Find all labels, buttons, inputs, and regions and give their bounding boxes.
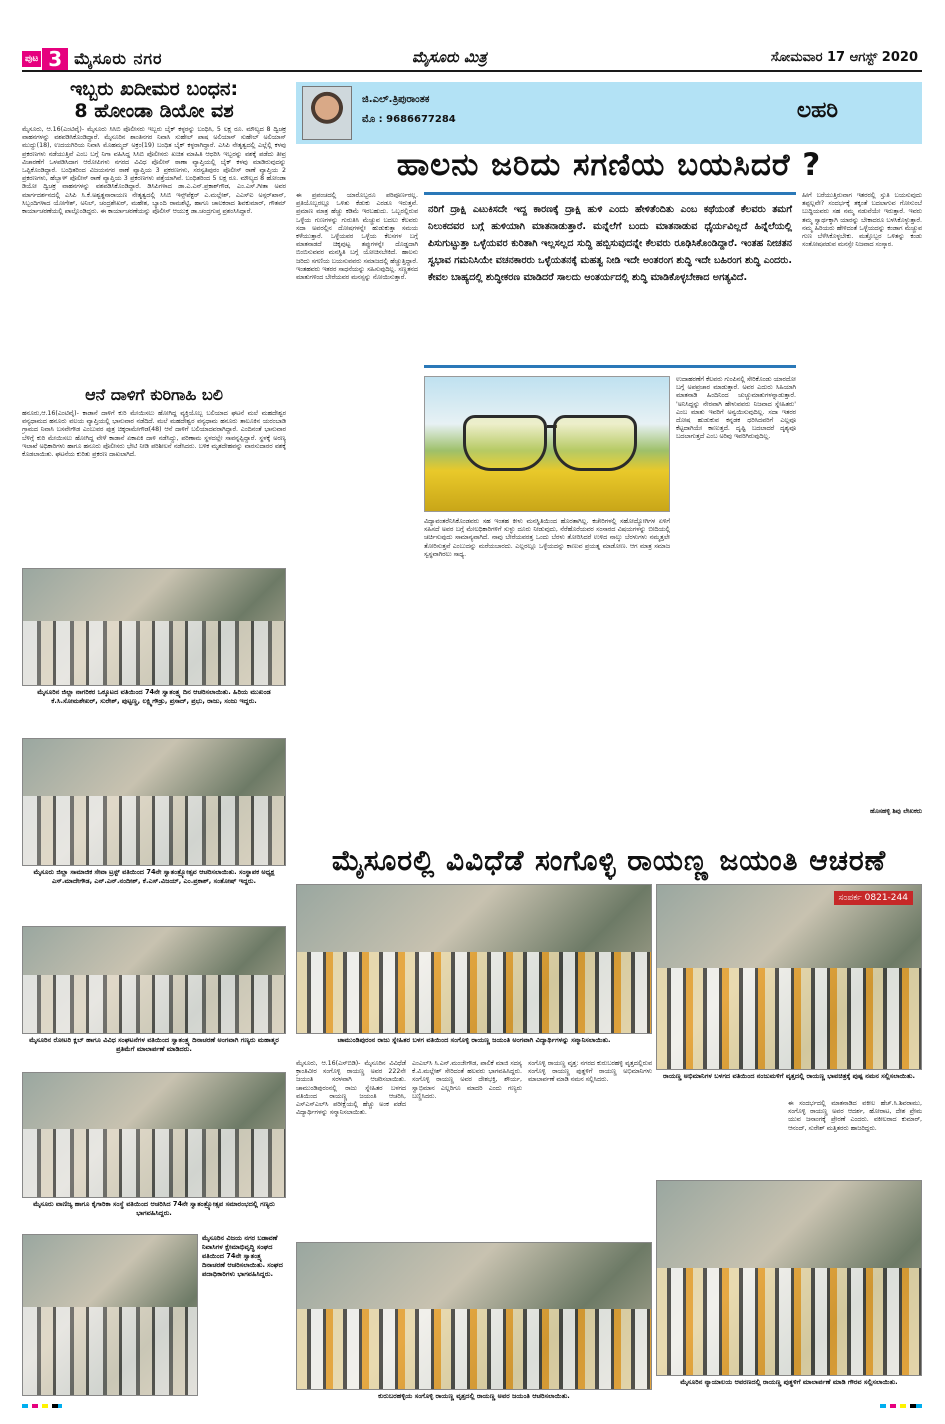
caption-kurubarahalli-circle: ಕುರುಬರಹಳ್ಳಿಯ ಸಂಗೊಳ್ಳಿ ರಾಯಣ್ಣ ವೃತ್ತದಲ್ಲಿ ರಾಯಣ್ಣ ಅವರ ಜಯಂತಿ ಆಚರಿಸಲಾಯಿತು. <box>378 1392 570 1400</box>
theft-headline-line1: ಇಬ್ಬರು ಖದೀಮರ ಬಂಧನ: <box>69 78 239 100</box>
elephant-story-body: ಹನೂರು,ಆ.16(ಎಂಟಿವೈ)- ಕಾಡಾನೆ ದಾಳಿಗೆ ಕುರಿ ಮೇಯಿಸಲು ಹೋಗಿದ್ದ ವ್ಯಕ್ತಿಯೊಬ್ಬ ಬಲಿಯಾದ ಘಟನೆ ಮಲೆ ಮಹದೇಶ್ವರ ವನ್ಯಧಾಮದ ಹನೂರು ವಲಯ ವ್ಯಾಪ್ತಿಯಲ್ಲಿ ಭಾನುವಾರ ನಡೆದಿದೆ. ಮಲೆ ಮಹದೇಶ್ವರ ವನ್ಯಧಾಮ ಹನೂರು ತಾಲೂಕಿನ ಯರಂಬಾಡಿ ಗ್ರಾಮದ ನಿವಾಸಿ ಬಸವೇಗೌಡ ಎಂಬುವರ ಪುತ್ರ ಚಿಕ್ಕರಾಮೇಗೌಡ(48) ಆನೆ ದಾಳಿಗೆ ಬಲಿಯಾದವರಾಗಿದ್ದಾರೆ. ಎಂದಿನಂತೆ ಭಾನುವಾರ ಬೆಳಿಗ್ಗೆ ಕುರಿ ಮೇಯಿಸಲು ಹೋಗಿದ್ದ ವೇಳೆ ಕಾಡಾನೆ ಏಕಾಏಕಿ ದಾಳಿ ನಡೆಸಿದ್ದು, ಪರಿಣಾಮ ಸ್ಥಳದಲ್ಲೇ ಸಾವನ್ನಪ್ಪಿದ್ದಾರೆ. ಸ್ಥಳಕ್ಕೆ ಅರಣ್ಯ ಇಲಾಖೆ ಅಧಿಕಾರಿಗಳು ಹಾಗೂ ಹನೂರು ಪೊಲೀಸರು ಭೇಟಿ ನೀಡಿ ಪರಿಶೀಲನೆ ನಡೆಸಿದರು. ಬಳಿಕ ಮೃತದೇಹವನ್ನು ವಾರಸುದಾರರ ವಶಕ್ಕೆ ಕೊಡಲಾಯಿತು. ಘಟನೆಯ ಕುರಿತು ಪ್ರಕರಣ ದಾಖಲಾಗಿದೆ. <box>22 410 286 459</box>
theft-headline-line2: 8 ಹೋಂಡಾ ಡಿಯೋ ವಶ <box>74 100 234 122</box>
author-mobile: ಮೊ : 9686677284 <box>362 114 456 125</box>
registration-marks-right <box>880 1404 922 1408</box>
caption-students-felicitation: ಚಾಮುಂಡಿಪುರಂನ ರಾಜು ಸ್ನೇಹಿತರ ಬಳಗ ವತಿಯಿಂದ ಸಂಗೊಳ್ಳಿ ರಾಯಣ್ಣ ಜಯಂತಿ ಅಂಗವಾಗಿ ವಿದ್ಯಾರ್ಥಿಗಳನ್ನು ಸನ್ಮಾನಿಸಲಾಯಿತು. <box>337 1036 611 1044</box>
photo-citizens-forum <box>22 568 286 686</box>
column-name: ಲಹರಿ <box>796 98 838 123</box>
lahari-column-1-text: ಈ ಪ್ರಪಂಚದಲ್ಲಿ ಯಾರೊಬ್ಬರೂ ಪರಿಪೂರ್ಣರಲ್ಲ. ಪ್ರತಿಯೊಬ್ಬರಲ್ಲೂ ಒಳಿತು ಕೆಡುಕು ಎರಡೂ ಇರುತ್ತವೆ. ಪ್ರಮಾಣ ಮಾತ್ರ ಹೆಚ್ಚು ಕಡಿಮೆ ಇರಬಹುದು. ಒಬ್ಬರಲ್ಲಿರುವ ಒಳ್ಳೆಯ ಗುಣಗಳನ್ನು ಗುರುತಿಸಿ ಮೆಚ್ಚುವ ಬದಲು ಕೆಲವರು ಸದಾ ಅವರಲ್ಲಿನ ದೋಷಗಳನ್ನೇ ಹುಡುಕುತ್ತಾ ಸಮಯ ಕಳೆಯುತ್ತಾರೆ. ಒಳ್ಳೆಯವರ ಒಳ್ಳೆಯ ಕೆಲಸಗಳ ಬಗ್ಗೆ ಮಾತನಾಡದೆ ಚಿಕ್ಕಪುಟ್ಟ ತಪ್ಪುಗಳನ್ನೇ ದೊಡ್ಡದಾಗಿ ಬಿಂಬಿಸುವವರ ಮನಸ್ಥಿತಿ ಬಗ್ಗೆ ಯೋಚಿಸಬೇಕಿದೆ. ಹಾಲನು ಜರಿದು ಸಗಣಿಯ ಬಯಸುವವರು ಸಮಾಜದಲ್ಲಿ ಹೆಚ್ಚುತ್ತಿದ್ದಾರೆ. ಇಂತಹವರು ಇತರರ ಸಾಧನೆಯನ್ನು ಸಹಿಸುವುದಿಲ್ಲ. ಸಣ್ಣತನದ ಮಾತುಗಳಿಂದ ಬೇರೆಯವರ ಮನಸ್ಸನ್ನು ನೋಯಿಸುತ್ತಾರೆ. <box>296 192 418 282</box>
paper-name: ಮೈಸೂರು ಮಿತ್ರ <box>412 48 487 66</box>
lahari-column-lower <box>424 518 670 832</box>
masthead <box>22 46 922 72</box>
lahari-signoff: ಹೊಸಹಳ್ಳಿ ಶಿವು ಲೇಖಕರು <box>869 808 922 815</box>
photo-vijayanagar-residents <box>22 1234 198 1396</box>
issue-date: ಸೋಮವಾರ 17 ಆಗಸ್ಟ್ 2020 <box>770 50 918 65</box>
caption-court-statue: ಮೈಸೂರಿನ ನ್ಯಾಯಾಲಯ ಆವರಣದಲ್ಲಿ ರಾಯಣ್ಣ ಪುತ್ಥಳಿಗೆ ಮಾಲಾರ್ಪಣೆ ಮಾಡಿ ಗೌರವ ಸಲ್ಲಿಸಲಾಯಿತು. <box>680 1378 898 1386</box>
photo-students-felicitation <box>296 884 652 1034</box>
caption-rotary-club: ಮೈಸೂರಿನ ರೋಟರಿ ಕ್ಲಬ್ ಹಾಗೂ ವಿವಿಧ ಸಂಘಟನೆಗಳ ವತಿಯಿಂದ ಸ್ವಾತಂತ್ರ್ಯ ದಿನಾಚರಣೆ ಅಂಗವಾಗಿ ಗಣ್ಯರು ಮಹಾತ್ಮರ ಪ್ರತಿಮೆಗೆ ಮಾಲಾರ್ಪಣೆ ಮಾಡಿದರು. <box>29 1036 279 1053</box>
sunglasses-sunflower-image <box>424 376 670 512</box>
author-name: ಜಿ.ಎಲ್.ತ್ರಿಪುರಾಂತಕ <box>362 94 430 105</box>
left-lens-shape <box>463 415 547 471</box>
lahari-title: ಹಾಲನು ಜರಿದು ಸಗಣಿಯ ಬಯಸಿದರೆ ? <box>396 147 822 183</box>
photo-rayanna-fans <box>656 884 922 1070</box>
rayanna-text-2: ಎಂಎಲ್‌ಸಿ ಸಿ.ಎನ್.ಮಂಜೇಗೌಡ, ಪಾಲಿಕೆ ಮಾಜಿ ಸದಸ್ಯ ಕೆ.ವಿ.ಮಲ್ಲೇಶ್ ಸೇರಿದಂತೆ ಹಲವರು ಭಾಗವಹಿಸಿದ್ದರು. ಸಂಗೊಳ್ಳಿ ರಾಯಣ್ಣ ಅವರ ದೇಶಭಕ್ತಿ, ಶೌರ್ಯ, ಸ್ವಾಭಿಮಾನ ಎಲ್ಲರಿಗೂ ಮಾದರಿ ಎಂದು ಗಣ್ಯರು ಬಣ್ಣಿಸಿದರು. <box>412 1060 522 1100</box>
page-label: ಪುಟ <box>22 51 41 67</box>
signboard-text: ಸಂಪರ್ಕ 0821-244 <box>834 891 913 905</box>
page-badge <box>22 48 163 70</box>
lahari-column-4-text: ಉದಾಹರಣೆಗೆ ಕೆಲವರು ಗುಂಪಿನಲ್ಲಿ ಸೇರಿಕೊಂಡು ಯಾರದೋ ಬಗ್ಗೆ ಅಪಪ್ರಚಾರ ಮಾಡುತ್ತಾರೆ. ಅವರ ಎದುರು ಸಿಹಿಯಾಗಿ ಮಾತನಾಡಿ ಹಿಂದಿನಿಂದ ಚುಚ್ಚುಮಾತುಗಳನ್ನಾಡುತ್ತಾರೆ. 'ಅನಿಸಿದ್ದನ್ನು ನೇರವಾಗಿ ಹೇಳುವವರು ನಿಜವಾದ ಸ್ನೇಹಿತರು' ಎಂಬ ಮಾತು ಇವರಿಗೆ ಅನ್ವಯಿಸುವುದಿಲ್ಲ. ಸದಾ ಇತರರ ದೋಷ ಹುಡುಕುವ ಕನ್ನಡಕ ಧರಿಸಿದವರಿಗೆ ಎಲ್ಲವೂ ಕೆಟ್ಟದಾಗಿಯೇ ಕಾಣುತ್ತದೆ. ದೃಷ್ಟಿ ಬದಲಾದರೆ ದೃಶ್ಯವೂ ಬದಲಾಗುತ್ತದೆ ಎಂಬ ಅರಿವು ಇವರಿಗಿರುವುದಿಲ್ಲ. <box>676 376 796 441</box>
caption-social-trust: ಮೈಸೂರು ಜಿಲ್ಲಾ ಸಾಮಾಜಿಕ ಸೇವಾ ಟ್ರಸ್ಟ್ ವತಿಯಿಂದ 74ನೇ ಸ್ವಾತಂತ್ರ್ಯೋತ್ಸವ ಆಚರಿಸಲಾಯಿತು. ಸಂಸ್ಥಾಪಕ ಅಧ್ಯಕ್ಷ ಎಸ್.ಮಾದೇಗೌಡ, ಎನ್.ಎನ್.ನಂದೀಶ್, ಕೆ.ಎಸ್.ವಿಜಯ್, ಎಂ.ಪ್ರಕಾಶ್, ಸಂತೋಷ್ ಇದ್ದರು. <box>33 868 275 885</box>
photo-social-trust <box>22 738 286 866</box>
rayanna-text-1: ಮೈಸೂರು, ಆ.16(ಎಸ್‌ಬಿಡಿ)- ಮೈಸೂರಿನ ವಿವಿಧೆಡೆ ಕ್ರಾಂತಿವೀರ ಸಂಗೊಳ್ಳಿ ರಾಯಣ್ಣ ಅವರ 222ನೇ ಜಯಂತಿ ಸರಳವಾಗಿ ಆಚರಿಸಲಾಯಿತು. ಚಾಮುಂಡಿಪುರಂನಲ್ಲಿ ರಾಜು ಸ್ನೇಹಿತರ ಬಳಗದ ವತಿಯಿಂದ ರಾಯಣ್ಣ ಜಯಂತಿ ಆಚರಿಸಿ, ಎಸ್‌ಎಸ್‌ಎಲ್‌ಸಿ ಪರೀಕ್ಷೆಯಲ್ಲಿ ಹೆಚ್ಚು ಅಂಕ ಪಡೆದ ವಿದ್ಯಾರ್ಥಿಗಳನ್ನು ಸನ್ಮಾನಿಸಲಾಯಿತು. <box>296 1060 406 1117</box>
photo-court-statue <box>656 1180 922 1376</box>
rayanna-text-4: ಈ ಸಂದರ್ಭದಲ್ಲಿ ಮಾತನಾಡಿದ ವಕೀಲ ಹೆಚ್.ಸಿ.ಶಿವರಾಮು, ಸಂಗೊಳ್ಳಿ ರಾಯಣ್ಣ ಅವರ ಆದರ್ಶ, ಹೋರಾಟ, ದೇಶ ಪ್ರೇಮ ಯುವ ಜನಾಂಗಕ್ಕೆ ಪ್ರೇರಣೆ ಎಂದರು. ವಕೀಲರಾದ ಕುಮಾರ್, ಆನಂದ್, ಸುರೇಶ್ ಮತ್ತಿತರರು ಹಾಜರಿದ್ದರು. <box>788 1100 922 1132</box>
lahari-column-1 <box>296 192 418 832</box>
right-lens-shape <box>553 415 637 471</box>
registration-marks-left <box>22 1404 62 1408</box>
author-photo <box>302 86 352 140</box>
theft-story-body: ಮೈಸೂರು, ಆ.16(ಎಂಟಿವೈ)- ಮೈಸೂರು ಸಿಸಿಬಿ ಪೊಲೀಸರು ಇಬ್ಬರು ಬೈಕ್ ಕಳ್ಳರನ್ನು ಬಂಧಿಸಿ, 5 ಲಕ್ಷ ರೂ. ಮೌಲ್ಯದ 8 ದ್ವಿಚಕ್ರ ವಾಹನಗಳನ್ನು ವಶಪಡಿಸಿಕೊಂಡಿದ್ದಾರೆ. ಮೈಸೂರಿನ ಶಾಂತಿನಗರ ನಿವಾಸಿ ಸುಹೇಲ್ ಪಾಷ ಅಲಿಯಾಸ್ ಸುಹೇಲ್ ಅಲಿಯಾಸ್ ಮುದ್ದು(18), ಉದಯಗಿರಿಯ ನಿವಾಸಿ ಮೊಹಮ್ಮದ್ ಅಕ್ರಂ(19) ಬಂಧಿತ ಬೈಕ್ ಕಳ್ಳರಾಗಿದ್ದಾರೆ. ಎಸಿಪಿ ನೇತೃತ್ವದಲ್ಲಿ ಎಲ್ಲೆಲ್ಲಿ ಕಳವು ಪ್ರಕರಣಗಳು ನಡೆಯುತ್ತಿವೆ ಎಂಬ ಬಗ್ಗೆ ನಿಗಾ ವಹಿಸಿದ್ದ ಸಿಸಿಬಿ ಪೊಲೀಸರು ಖಚಿತ ಮಾಹಿತಿ ಆಧರಿಸಿ ಇಬ್ಬರನ್ನು ವಶಕ್ಕೆ ಪಡೆದು ತೀವ್ರ ವಿಚಾರಣೆಗೆ ಒಳಪಡಿಸಿದಾಗ ಆರೋಪಿಗಳು ನಗರದ ವಿವಿಧ ಪೊಲೀಸ್ ಠಾಣಾ ವ್ಯಾಪ್ತಿಯಲ್ಲಿ ಬೈಕ್ ಕಳವು ಮಾಡಿರುವುದನ್ನು ಒಪ್ಪಿಕೊಂಡಿದ್ದಾರೆ. ಬಂಧಿತರಿಂದ ವಿಜಯನಗರ ಠಾಣೆ ವ್ಯಾಪ್ತಿಯ 3 ಪ್ರಕರಣಗಳು, ಸರಸ್ವತಿಪುರಂ ಪೊಲೀಸ್ ಠಾಣೆ ವ್ಯಾಪ್ತಿಯ 2 ಪ್ರಕರಣಗಳು, ಹೆಬ್ಬಾಳ್ ಪೊಲೀಸ್ ಠಾಣೆ ವ್ಯಾಪ್ತಿಯ 3 ಪ್ರಕರಣಗಳು ಪತ್ತೆಯಾಗಿವೆ. ಬಂಧಿತರಿಂದ 5 ಲಕ್ಷ ರೂ. ಮೌಲ್ಯದ 8 ಹೋಂಡಾ ಡಿಯೋ ದ್ವಿಚಕ್ರ ವಾಹನಗಳನ್ನು ವಶಪಡಿಸಿಕೊಂಡಿದ್ದಾರೆ. ಡಿಸಿಪಿಗಳಾದ ಡಾ.ಎ.ಎನ್.ಪ್ರಕಾಶ್‌ಗೌಡ, ಎಂ.ಎಸ್.ಗೀತಾ ಅವರ ಮಾರ್ಗದರ್ಶನದಲ್ಲಿ ಎಸಿಪಿ ಸಿ.ಕೆ.ಅಶ್ವತ್ಥನಾರಾಯಣ ನೇತೃತ್ವದಲ್ಲಿ ಸಿಸಿಬಿ ಇನ್ಸ್‌ಪೆಕ್ಟರ್ ಎ.ಮಲ್ಲೇಶ್, ಎಎಸ್‌ಐ ಅಸ್ಗರ್‌ಖಾನ್, ಸಿಬ್ಬಂದಿಗಳಾದ ಯೋಗೇಶ್, ಅನಿಲ್, ಚಂದ್ರಶೇಖರ್, ಮಹೇಶ, ಬ್ಯಾಂದಿ ರಾಮಶೆಟ್ಟಿ, ಹಾಗೂ ಚಾಲಕರಾದ ಶಿವಕುಮಾರ್, ಗೌತಮ್ ಕಾರ್ಯಾಚರಣೆಯಲ್ಲಿ ಪಾಲ್ಗೊಂಡಿದ್ದರು. ಈ ಕಾರ್ಯಾಚರಣೆಯನ್ನು ಪೊಲೀಸ್ ಆಯುಕ್ತ ಡಾ.ಚಂದ್ರಗುಪ್ತ ಪ್ರಶಂಸಿಸಿದ್ದಾರೆ. <box>22 126 286 216</box>
lahari-column-5 <box>802 192 922 832</box>
rayanna-text-3: ಸಂಗೊಳ್ಳಿ ರಾಯಣ್ಣ ವೃತ್ತ: ನಗರದ ಕುರುಬರಹಳ್ಳಿ ವೃತ್ತದಲ್ಲಿರುವ ಸಂಗೊಳ್ಳಿ ರಾಯಣ್ಣ ಪುತ್ಥಳಿಗೆ ರಾಯಣ್ಣ ಅಭಿಮಾನಿಗಳು ಮಾಲಾರ್ಪಣೆ ಮಾಡಿ ನಮನ ಸಲ್ಲಿಸಿದರು. <box>528 1060 652 1084</box>
photo-kurubarahalli-circle <box>296 1242 652 1390</box>
lahari-header <box>296 82 922 144</box>
caption-chamber-of-commerce: ಮೈಸೂರು ವಾಣಿಜ್ಯ ಹಾಗೂ ಕೈಗಾರಿಕಾ ಸಂಸ್ಥೆ ವತಿಯಿಂದ ಆಚರಿಸಿದ 74ನೇ ಸ್ವಾತಂತ್ರ್ಯೋತ್ಸವ ಸಮಾರಂಭದಲ್ಲಿ ಗಣ್ಯರು ಭಾಗವಹಿಸಿದ್ದರು. <box>33 1200 275 1217</box>
caption-citizens-forum: ಮೈಸೂರಿನ ಜಿಲ್ಲಾ ನಾಗರಿಕರ ಒಕ್ಕೂಟದ ವತಿಯಿಂದ 74ನೇ ಸ್ವಾತಂತ್ರ್ಯ ದಿನ ಆಚರಿಸಲಾಯಿತು. ಹಿರಿಯ ಮುಖಂಡ ಕೆ.ಸಿ.ಸೋಮಶೇಖರ್, ಸುರೇಶ್, ಪುಟ್ಟಣ್ಣ, ಲಕ್ಷ್ಮಿಗೌಡ್ರು, ಪ್ರಸಾದ್, ಪ್ರಭು, ರಾಜು, ಸಂಜು ಇದ್ದರು. <box>37 688 271 705</box>
lahari-column-lower-text: ವಿದ್ಯಾವಂತರೆನಿಸಿಕೊಂಡವರು ಸಹ ಇಂತಹ ಕೀಳು ಮನಸ್ಥಿತಿಯಿಂದ ಹೊರತಾಗಿಲ್ಲ. ಕಚೇರಿಗಳಲ್ಲಿ ಸಹೋದ್ಯೋಗಿಗಳ ಏಳಿಗೆ ಸಹಿಸದೆ ಅವರ ಬಗ್ಗೆ ಮೇಲಧಿಕಾರಿಗಳಿಗೆ ಸುಳ್ಳು ದೂರು ನೀಡುವುದು, ನೆರೆಹೊರೆಯವರ ಸಂಸಾರದ ವಿಷಯಗಳನ್ನು ಬೀದಿಯಲ್ಲಿ ಚರ್ಚಿಸುವುದು ಸಾಮಾನ್ಯವಾಗಿದೆ. ನಾವು ಬೇರೆಯವರತ್ತ ಒಂದು ಬೆರಳು ತೋರಿಸಿದರೆ ಉಳಿದ ನಾಲ್ಕು ಬೆರಳುಗಳು ನಮ್ಮತ್ತಲೇ ತೋರಿಸುತ್ತವೆ ಎಂಬುದನ್ನು ಮರೆಯಬಾರದು. ಎಲ್ಲರಲ್ಲೂ ಒಳ್ಳೆಯದನ್ನು ಕಾಣುವ ಪ್ರಯತ್ನ ಮಾಡೋಣ. ಆಗ ಮಾತ್ರ ಸಮಾಜ ಸ್ವಸ್ಥವಾಗಿರಲು ಸಾಧ್ಯ. <box>424 518 670 558</box>
photo-chamber-of-commerce <box>22 1072 286 1198</box>
page-number: 3 <box>42 48 68 70</box>
caption-vijayanagar-residents: ಮೈಸೂರಿನ ವಿಜಯ ನಗರ ಬಡಾವಣೆ ನಿವಾಸಿಗಳ ಕ್ಷೇಮಾಭಿವೃದ್ಧಿ ಸಂಘದ ವತಿಯಿಂದ 74ನೇ ಸ್ವಾತಂತ್ರ್ಯ ದಿನಾಚರಣೆ ಆಚರಿಸಲಾಯಿತು. ಸಂಘದ ಪದಾಧಿಕಾರಿಗಳು ಭಾಗವಹಿಸಿದ್ದರು. <box>202 1234 283 1278</box>
lahari-column-4 <box>676 376 796 832</box>
caption-rayanna-fans: ರಾಯಣ್ಣ ಅಭಿಮಾನಿಗಳ ಬಳಗದ ವತಿಯಿಂದ ನಂಜುಮಳಿಗೆ ವೃತ್ತದಲ್ಲಿ ರಾಯಣ್ಣ ಭಾವಚಿತ್ರಕ್ಕೆ ಪುಷ್ಪ ನಮನ ಸಲ್ಲಿಸಲಾಯಿತು. <box>663 1072 915 1080</box>
rayanna-section-title: ಮೈಸೂರಲ್ಲಿ ವಿವಿಧೆಡೆ ಸಂಗೊಳ್ಳಿ ರಾಯಣ್ಣ ಜಯಂತಿ ಆಚರಣೆ <box>331 844 887 877</box>
photo-rotary-club <box>22 926 286 1034</box>
lahari-column-5-text: ಹೀಗೆ ಬರೆಯುತ್ತಿರುವಾಗ ಇತರರಲ್ಲಿ ಸ್ತುತಿ ಬಯಸುವುದು ತಪ್ಪಲ್ಲವೇ? ಸಂದರ್ಭಕ್ಕೆ ತಕ್ಕಂತೆ ಬದಲಾಗುವ ಗೋಸುಂಬೆ ಬುದ್ಧಿಯವರು ಸಹ ನಮ್ಮ ನಡುವೆಯೇ ಇರುತ್ತಾರೆ. ಇವರು ತಮ್ಮ ಸ್ವಾರ್ಥಕ್ಕಾಗಿ ಯಾರನ್ನು ಬೇಕಾದರೂ ಬಳಸಿಕೊಳ್ಳುತ್ತಾರೆ. ನಮ್ಮ ಹಿರಿಯರು ಹೇಳಿದಂತೆ ಒಳ್ಳೆಯದನ್ನು ಕಂಡಾಗ ಮೆಚ್ಚುವ ಗುಣ ಬೆಳೆಸಿಕೊಳ್ಳಬೇಕು. ಮತ್ತೊಬ್ಬರ ಒಳಿತನ್ನು ಕಂಡು ಸಂತೋಷಪಡುವ ಮನಸ್ಸೇ ನಿಜವಾದ ಸಂಸ್ಕಾರ. <box>802 192 922 249</box>
elephant-headline: ಆನೆ ದಾಳಿಗೆ ಕುರಿಗಾಹಿ ಬಲಿ <box>85 385 223 404</box>
lahari-quote-box: ನರಿಗೆ ದ್ರಾಕ್ಷಿ ಎಟುಕಿಸದೇ ಇದ್ದ ಕಾರಣಕ್ಕೆ ದ್ರಾಕ್ಷಿ ಹುಳಿ ಎಂದು ಹೇಳಿತೆಂದಿತು ಎಂಬ ಕಥೆಯಂತೆ ಕೆಲವರು ತಮಗೆ ನಿಲುಕದವರ ಬಗ್ಗೆ ಹುಳಿಯಾಗಿ ಮಾತನಾಡುತ್ತಾರೆ. ಮನ್ನೆಲೆಗೆ ಬಂದು ಮಾತನಾಡುವ ಧೈರ್ಯವಿಲ್ಲದೆ ಹಿನ್ನೆಲೆಯಲ್ಲಿ ಪಿಸುಗುಟ್ಟುತ್ತಾ ಒಳ್ಳೆಯವರ ಕುರಿತಾಗಿ ಇಲ್ಲಸಲ್ಲದ ಸುದ್ದಿ ಹಬ್ಬಿಸುವುದನ್ನೇ ಕೆಲವರು ರೂಢಿಸಿಕೊಂಡಿದ್ದಾರೆ. ಇಂತಹ ನೀಚತನ ಸ್ವಭಾವ ಗಮನಿಸಿಯೇ ವಚನಕಾರರು ಒಳ್ಳೆಯತನಕ್ಕೆ ಮಹತ್ವ ನೀಡಿ ಇದೇ ಅಂತರಂಗ ಶುದ್ಧಿ ಇದೇ ಬಹಿರಂಗ ಶುದ್ಧಿ ಎಂದರು. ಕೇವಲ ಬಾಹ್ಯದಲ್ಲಿ ಶುದ್ಧೀಕರಣ ಮಾಡಿದರೆ ಸಾಲದು ಆಂತರ್ಯದಲ್ಲಿ ಶುದ್ಧಿ ಮಾಡಿಕೊಳ್ಳಬೇಕಾದ ಅಗತ್ಯವಿದೆ. <box>424 192 796 368</box>
section-name: ಮೈಸೂರು ನಗರ <box>74 49 163 68</box>
left-column <box>22 78 286 568</box>
